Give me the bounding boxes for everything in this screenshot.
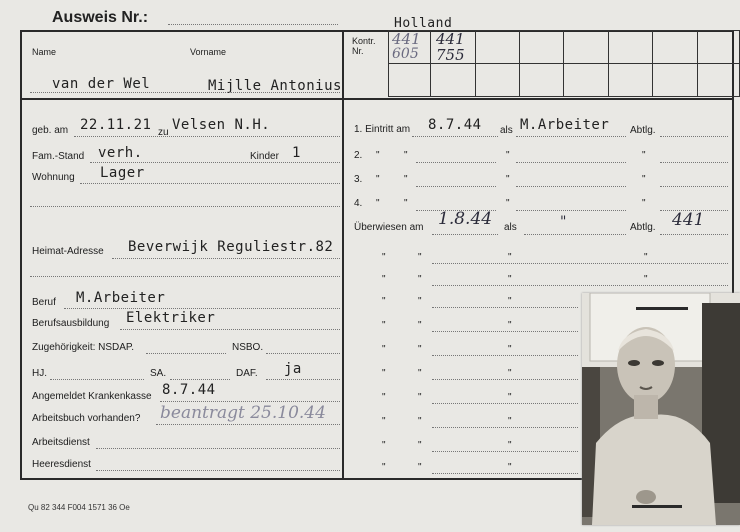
zu-label: zu [158,127,169,138]
ditto-mark: " [508,296,512,307]
geb-dotted-line [74,136,340,137]
ditto-row-dotted-line [432,473,578,474]
row2-ditto-1: " [376,150,380,161]
arbeitsbuch-dotted-line [156,424,340,425]
heeresdienst-dotted-line [96,470,340,471]
heimat-dotted-line-2 [30,276,340,277]
ueberwiesen-label: Überwiesen am [354,222,424,233]
arbeitsdienst-dotted-line [96,448,340,449]
ditto-mark: " [508,440,512,451]
kontr-label [352,36,376,56]
daf-dotted-line [266,379,340,380]
zugehoerig-label: Zugehörigkeit: NSDAP. [32,342,135,353]
wohnung-value: Lager [100,165,145,181]
ditto-mark: " [508,320,512,331]
kontr-cell1-top: 441 [392,30,421,48]
famstand-value: verh. [98,145,143,161]
ueberwiesen-dotted-line [432,234,498,235]
kontr-label-line2: Nr. [352,46,364,56]
row3-ditto-4: " [642,174,646,185]
name-label: Name [32,47,57,57]
nsdap-dotted-line [146,353,226,354]
arbeitsbuch-value: beantragt 25.10.44 [160,403,326,423]
ditto-mark: " [382,252,386,263]
row3-dotted-line-2 [516,186,626,187]
kranken-dotted-line [160,401,340,402]
ditto-mark: " [508,252,512,263]
ditto-mark: " [418,274,422,285]
ditto-mark: " [418,462,422,473]
kontr-cell [564,64,608,97]
kontr-cell [697,64,739,97]
row4-ditto-3: " [506,198,510,209]
ditto-mark: " [418,368,422,379]
ditto-mark: " [382,320,386,331]
ausbildung-label: Berufsausbildung [32,318,110,329]
kontr-cell [475,64,519,97]
ditto-mark: " [418,320,422,331]
arbeitsbuch-label: Arbeitsbuch vorhanden? [32,413,141,424]
famstand-dotted-line [90,162,340,163]
ueberwiesen-date: 1.8.44 [438,209,493,229]
beruf-value: M.Arbeiter [76,290,166,306]
nsbo-dotted-line [266,353,340,354]
row2-ditto-3: " [506,150,510,161]
ditto-mark: " [418,252,422,263]
hj-dotted-line [50,379,144,380]
beruf-dotted-line [64,308,340,309]
ditto-row-dotted-line [432,307,578,308]
row4-label: 4. [354,198,363,209]
card-title: Ausweis Nr.: [52,9,149,26]
kontr-cell [608,31,652,64]
beruf-label: Beruf [32,297,56,308]
ueberwiesen-abtlg-label: Abtlg. [630,222,656,233]
ditto-mark: " [508,368,512,379]
row3-ditto-1: " [376,174,380,185]
ditto-mark: " [382,368,386,379]
ditto-row-dotted-line [432,331,578,332]
kontr-cell [653,31,697,64]
row2-ditto-4: " [642,150,646,161]
kontr-cell2-top: 441 [436,30,465,48]
kontr-cell [520,64,564,97]
row3-ditto-3: " [506,174,510,185]
ueberwiesen-abtlg-value: 441 [672,210,705,230]
wohnung-dotted-line [80,183,340,184]
geb-label: geb. am [32,125,69,136]
row4-ditto-1: " [376,198,380,209]
row4-ditto-2: " [404,198,408,209]
ditto-mark: " [644,274,648,285]
ausbildung-value: Elektriker [126,310,216,326]
wohnung-label: Wohnung [32,172,75,183]
vorname-label: Vorname [190,47,227,57]
ditto-mark: " [382,416,386,427]
vorname-value: Mijlle Antonius [208,78,342,94]
eintritt1-date: 8.7.44 [428,117,482,133]
famstand-label: Fam.-Stand [32,151,85,162]
ditto-mark: " [508,344,512,355]
row3-dotted-line-3 [660,186,728,187]
row2-dotted-line [416,162,496,163]
eintritt1-abtlg-dotted-line [660,136,728,137]
heeresdienst-label: Heeresdienst [32,459,91,470]
sa-label: SA. [150,368,167,379]
daf-label: DAF. [236,368,258,379]
ditto-mark: " [508,416,512,427]
ditto-row-dotted-line [432,379,578,380]
kontr-cell [608,64,652,97]
row2-label: 2. [354,150,363,161]
kontr-cell [564,31,608,64]
kranken-label: Angemeldet Krankenkasse [32,391,152,402]
eintritt1-label: 1. Eintritt am [354,124,411,135]
eintritt1-dotted-line [412,136,498,137]
row4-dotted-line-2 [516,210,626,211]
ditto-mark: " [418,296,422,307]
ditto-mark: " [418,440,422,451]
kontr-cell [697,31,739,64]
portrait-image [582,293,740,525]
kontr-cell [475,31,519,64]
kontr-cell [431,64,475,97]
zu-value: Velsen N.H. [172,117,271,133]
kontr-cell [653,64,697,97]
daf-value: ja [284,361,302,377]
ditto-mark: " [508,462,512,473]
eintritt1-job: M.Arbeiter [520,117,610,133]
row3-ditto-2: " [404,174,408,185]
heimat-value: Beverwijk Reguliestr.82 [128,239,334,255]
ditto-mark: " [644,252,648,263]
geb-value: 22.11.21 [80,117,152,133]
ditto-mark: " [508,392,512,403]
row3-dotted-line [416,186,496,187]
ueberwiesen-ditto: " [560,214,567,230]
kontr-cell2-bottom: 755 [436,46,465,64]
ditto-mark: " [418,392,422,403]
row2-ditto-2: " [404,150,408,161]
wohnung-dotted-line-2 [30,206,340,207]
heimat-dotted-line [112,258,340,259]
ditto-mark: " [382,344,386,355]
eintritt1-als-label: als [500,125,513,136]
ditto-mark: " [418,416,422,427]
hj-label: HJ. [32,368,47,379]
kinder-label: Kinder [250,151,279,162]
heimat-label: Heimat-Adresse [32,246,104,257]
top-section-divider [20,98,734,100]
ueberwiesen-als-label: als [504,222,517,233]
eintritt1-abtlg-label: Abtlg. [630,125,656,136]
country-stamp: Holland [394,16,453,31]
ueberwiesen-dotted-line-2 [524,234,626,235]
ditto-mark: " [382,296,386,307]
ditto-mark: " [508,274,512,285]
kranken-value: 8.7.44 [162,382,216,398]
row2-dotted-line-3 [660,162,728,163]
nsbo-label: NSBO. [232,342,264,353]
name-dotted-line [30,92,340,93]
ditto-mark: " [418,344,422,355]
ausbildung-dotted-line [120,329,340,330]
portrait-photo [582,293,740,525]
ueberwiesen-dotted-line-3 [660,234,728,235]
title-dotted-line [168,24,338,25]
row2-dotted-line-2 [516,162,626,163]
ditto-mark: " [382,440,386,451]
row3-label: 3. [354,174,363,185]
kontr-cell [520,31,564,64]
row4-ditto-4: " [642,198,646,209]
kontr-cell1-bottom: 605 [392,46,419,62]
ditto-mark: " [382,274,386,285]
ditto-row-dotted-line [432,403,578,404]
ditto-row-dotted-line [432,263,728,264]
kontr-label-line1: Kontr. [352,36,376,46]
kontr-cell [389,64,431,97]
ditto-row-dotted-line [432,427,578,428]
footer-print-code: Qu 82 344 F004 1571 36 Oe [28,503,130,512]
ditto-mark: " [382,462,386,473]
eintritt1-job-dotted-line [516,136,626,137]
name-value: van der Wel [52,76,151,92]
ditto-row-dotted-line [432,451,578,452]
ditto-mark: " [382,392,386,403]
ditto-row-dotted-line [432,355,578,356]
sa-dotted-line [170,379,230,380]
ditto-row-dotted-line [432,285,728,286]
arbeitsdienst-label: Arbeitsdienst [32,437,90,448]
kinder-value: 1 [292,145,301,161]
